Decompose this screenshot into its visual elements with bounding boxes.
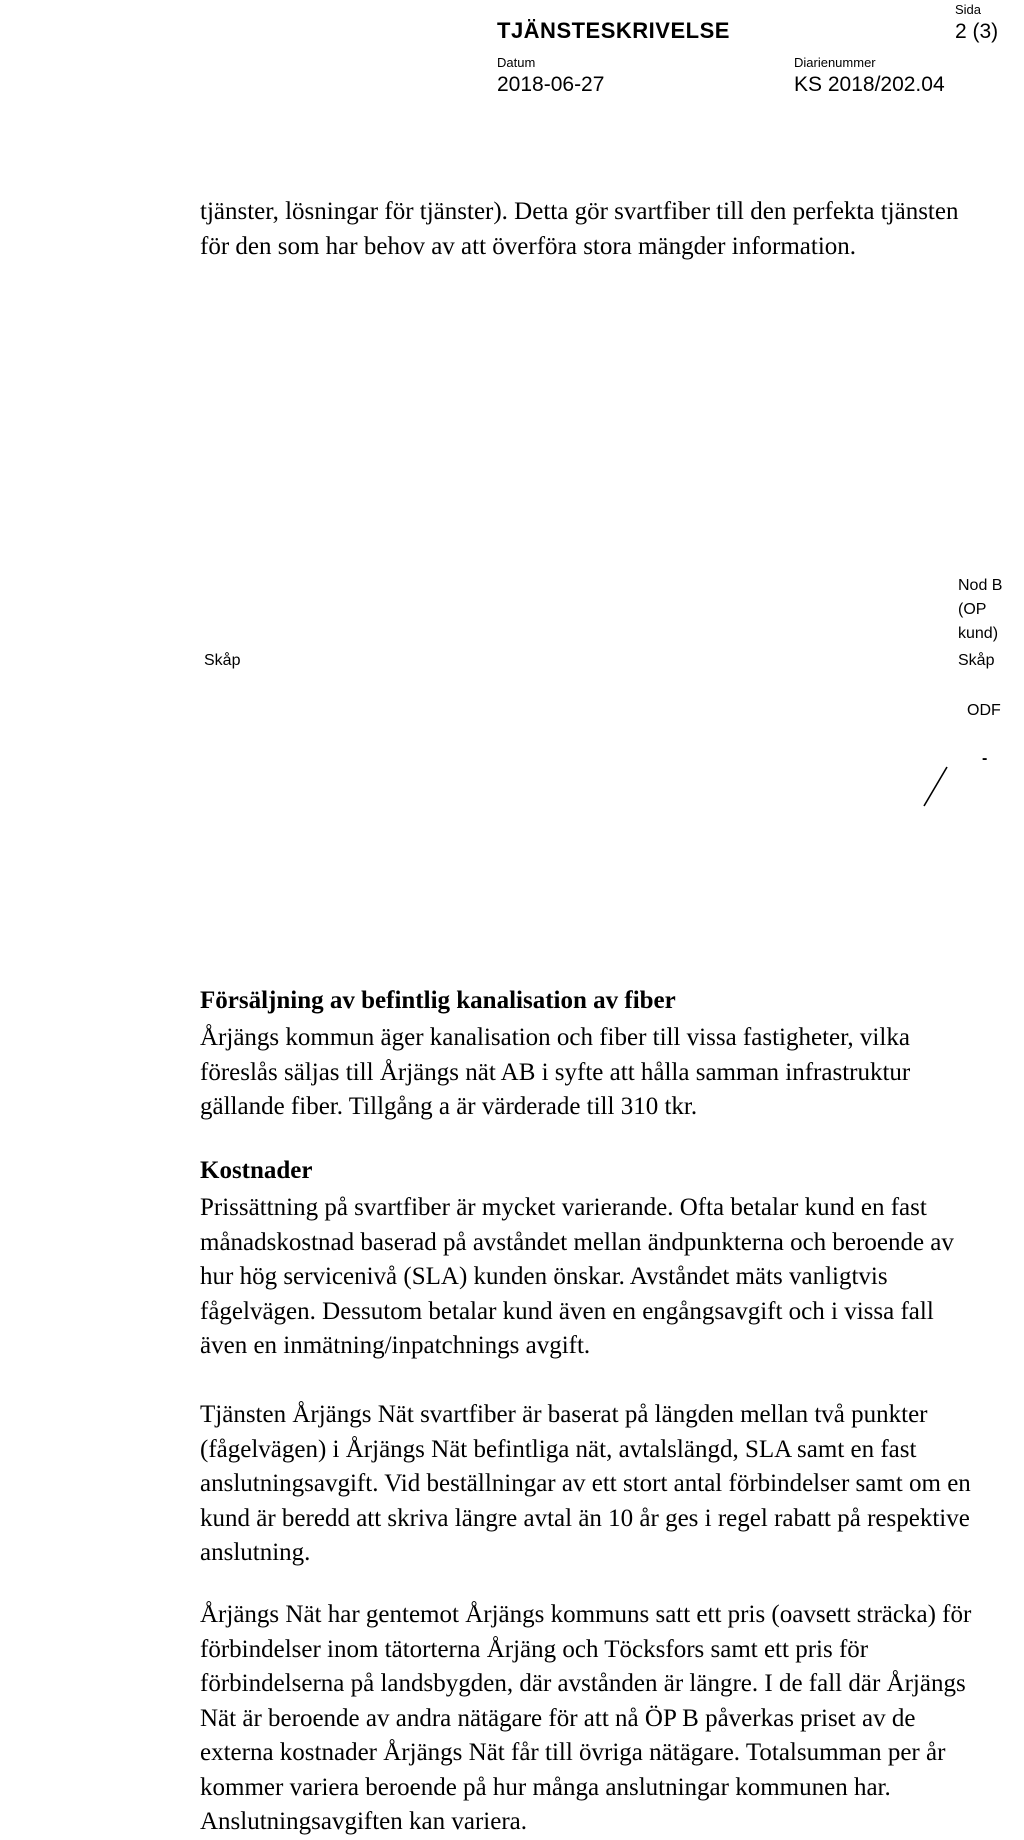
intro-paragraph	[200, 195, 1000, 264]
node-b-label	[958, 574, 1024, 646]
text-line: månadskostnad baserad på avståndet mellan ändpunkterna och beroende av	[200, 1228, 954, 1256]
text-line: tjänster, lösningar för tjänster). Detta gör svartfiber till den perfekta tjänsten	[200, 198, 959, 225]
text-line: Prissättning på svartfiber är mycket varierande. Ofta betalar kund en fast	[200, 1194, 927, 1221]
text-line: externa kostnader Årjängs Nät får till övriga nätägare. Totalsumman per år	[200, 1739, 946, 1766]
text-line: (fågelvägen) i Årjängs Nät befintliga nät, avtalslängd, SLA samt en fast	[200, 1435, 917, 1463]
text-line: anslutningsavgift. Vid beställningar av ett stort antal förbindelser samt om en	[200, 1470, 971, 1497]
date-value: 2018-06-27	[497, 73, 605, 96]
costs-paragraph-1	[200, 1191, 1000, 1364]
text-line: Årjängs kommun äger kanalisation och fiber till vissa fastigheter, vilka	[200, 1024, 910, 1051]
left-cabinet-label: Skåp	[204, 652, 241, 669]
text-line: Tjänsten Årjängs Nät svartfiber är baserat på längden mellan två punkter	[200, 1401, 928, 1428]
dash-mark: -	[982, 750, 988, 767]
text-line: anslutning.	[200, 1539, 311, 1566]
text-line: kund är beredd att skriva längre avtal än 10 år ges i regel rabatt på respektive	[200, 1504, 970, 1532]
text-line: förbindelserna på landsbygden, där avstånden är längre. I de fall där Årjängs	[200, 1670, 966, 1697]
page-number: 2 (3)	[955, 20, 999, 43]
odf-label: ODF	[967, 702, 1001, 719]
section-heading-sale: Försäljning av befintlig kanalisation av fiber	[200, 987, 676, 1014]
document-type: TJÄNSTESKRIVELSE	[497, 18, 730, 43]
text-line: även en inmätning/inpatchnings avgift.	[200, 1332, 591, 1359]
node-b-name: Nod B	[958, 577, 1003, 594]
text-line: gällande fiber. Tillgång a är värderade till 310 tkr.	[200, 1093, 698, 1120]
date-label: Datum	[497, 55, 536, 70]
costs-paragraph-2	[200, 1398, 1000, 1571]
registration-number-label: Diarienummer	[794, 55, 876, 70]
text-line: kommer variera beroende på hur många anslutningar kommunen har.	[200, 1773, 891, 1801]
text-line: fågelvägen. Dessutom betalar kund även en engångsavgift och i vissa fall	[200, 1297, 934, 1325]
page-label: Sida	[955, 2, 982, 17]
text-line: Årjängs Nät har gentemot Årjängs kommuns satt ett pris (oavsett sträcka) för	[200, 1601, 972, 1628]
node-b-subtitle: (OP kund)	[958, 601, 999, 642]
text-line: föreslås säljas till Årjängs nät AB i syfte att hålla samman infrastruktur	[200, 1058, 911, 1086]
connector-line	[920, 762, 950, 812]
right-cabinet-label: Skåp	[958, 652, 995, 669]
text-line: förbindelser inom tätorterna Årjäng och Töcksfors samt ett pris för	[200, 1635, 869, 1663]
sale-paragraph	[200, 1021, 1000, 1125]
registration-number-value: KS 2018/202.04	[794, 73, 945, 96]
text-line: Anslutningsavgiften kan variera.	[200, 1808, 527, 1835]
costs-paragraph-3	[200, 1598, 1000, 1840]
section-heading-costs: Kostnader	[200, 1157, 313, 1184]
text-line: hur hög servicenivå (SLA) kunden önskar. Avståndet mäts vanligtvis	[200, 1263, 888, 1290]
text-line: för den som har behov av att överföra stora mängder information.	[200, 232, 857, 260]
text-line: Nät är beroende av andra nätägare för att nå ÖP B påverkas priset av de	[200, 1704, 916, 1732]
